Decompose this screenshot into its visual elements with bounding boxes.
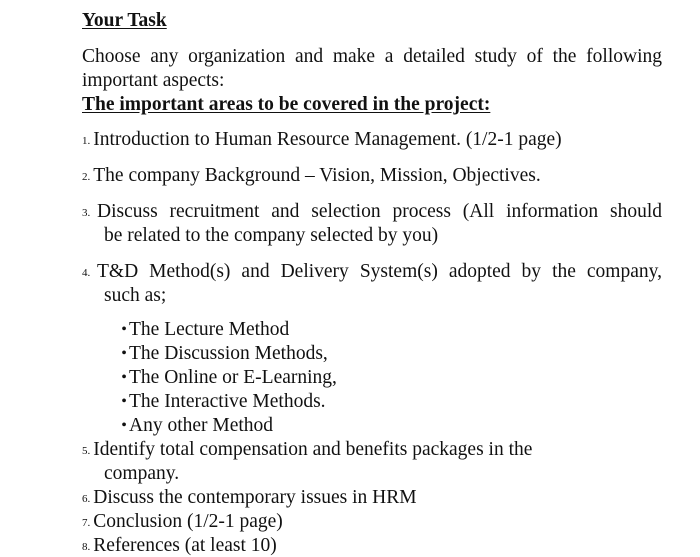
sub-list-item: [119, 320, 289, 340]
item-number: 5.: [82, 445, 91, 457]
item-number: 8.: [82, 541, 91, 553]
sub-list-item: [119, 344, 328, 364]
sub-item-text: Any other Method: [129, 415, 274, 436]
sub-item-text: The Discussion Methods,: [129, 343, 328, 364]
bullet-icon: •: [121, 369, 127, 386]
list-item-3: [82, 202, 93, 222]
intro-line-2: important aspects:: [82, 70, 225, 91]
sub-list-item: [119, 416, 273, 436]
sub-item-text: The Lecture Method: [129, 319, 290, 340]
item-text: Identify total compensation and benefits packages in the: [93, 439, 533, 460]
list-item-6: [82, 488, 417, 508]
item-text: Introduction to Human Resource Management. (1/2-1 page): [93, 129, 562, 150]
item-number: 7.: [82, 517, 91, 529]
list-item-8: [82, 536, 277, 556]
list-item-1: [82, 130, 562, 150]
bullet-icon: •: [121, 417, 127, 434]
item-text-continued: be related to the company selected by you): [104, 225, 439, 246]
list-item-5: [82, 440, 532, 460]
item-text: The company Background – Vision, Mission, Objectives.: [93, 165, 541, 186]
task-heading: Your Task: [82, 10, 167, 31]
item-number: 6.: [82, 493, 91, 505]
item-text: Discuss the contemporary issues in HRM: [93, 487, 417, 508]
areas-subheading: The important areas to be covered in the project:: [82, 94, 491, 115]
item-text: T&D Method(s) and Delivery System(s) adopted by the company,: [97, 261, 662, 282]
list-item-2: [82, 166, 541, 186]
item-text: Conclusion (1/2-1 page): [93, 511, 283, 532]
sub-list-item: [119, 392, 326, 412]
sub-list-item: [119, 368, 337, 388]
item-text: References (at least 10): [93, 535, 277, 556]
item-number: 4.: [82, 267, 91, 279]
sub-item-text: The Online or E-Learning,: [129, 367, 337, 388]
item-text: Discuss recruitment and selection process (All information should: [97, 201, 662, 222]
bullet-icon: •: [121, 393, 127, 410]
item-number: 1.: [82, 135, 91, 147]
item-number: 2.: [82, 171, 91, 183]
item-number: 3.: [82, 207, 91, 219]
bullet-icon: •: [121, 321, 127, 338]
bullet-icon: •: [121, 345, 127, 362]
list-item-4: [82, 262, 93, 282]
item-text-continued: company.: [104, 463, 180, 484]
item-text-continued: such as;: [104, 285, 167, 306]
intro-line-1: Choose any organization and make a detailed study of the following: [82, 46, 662, 67]
sub-item-text: The Interactive Methods.: [129, 391, 326, 412]
list-item-7: [82, 512, 283, 532]
